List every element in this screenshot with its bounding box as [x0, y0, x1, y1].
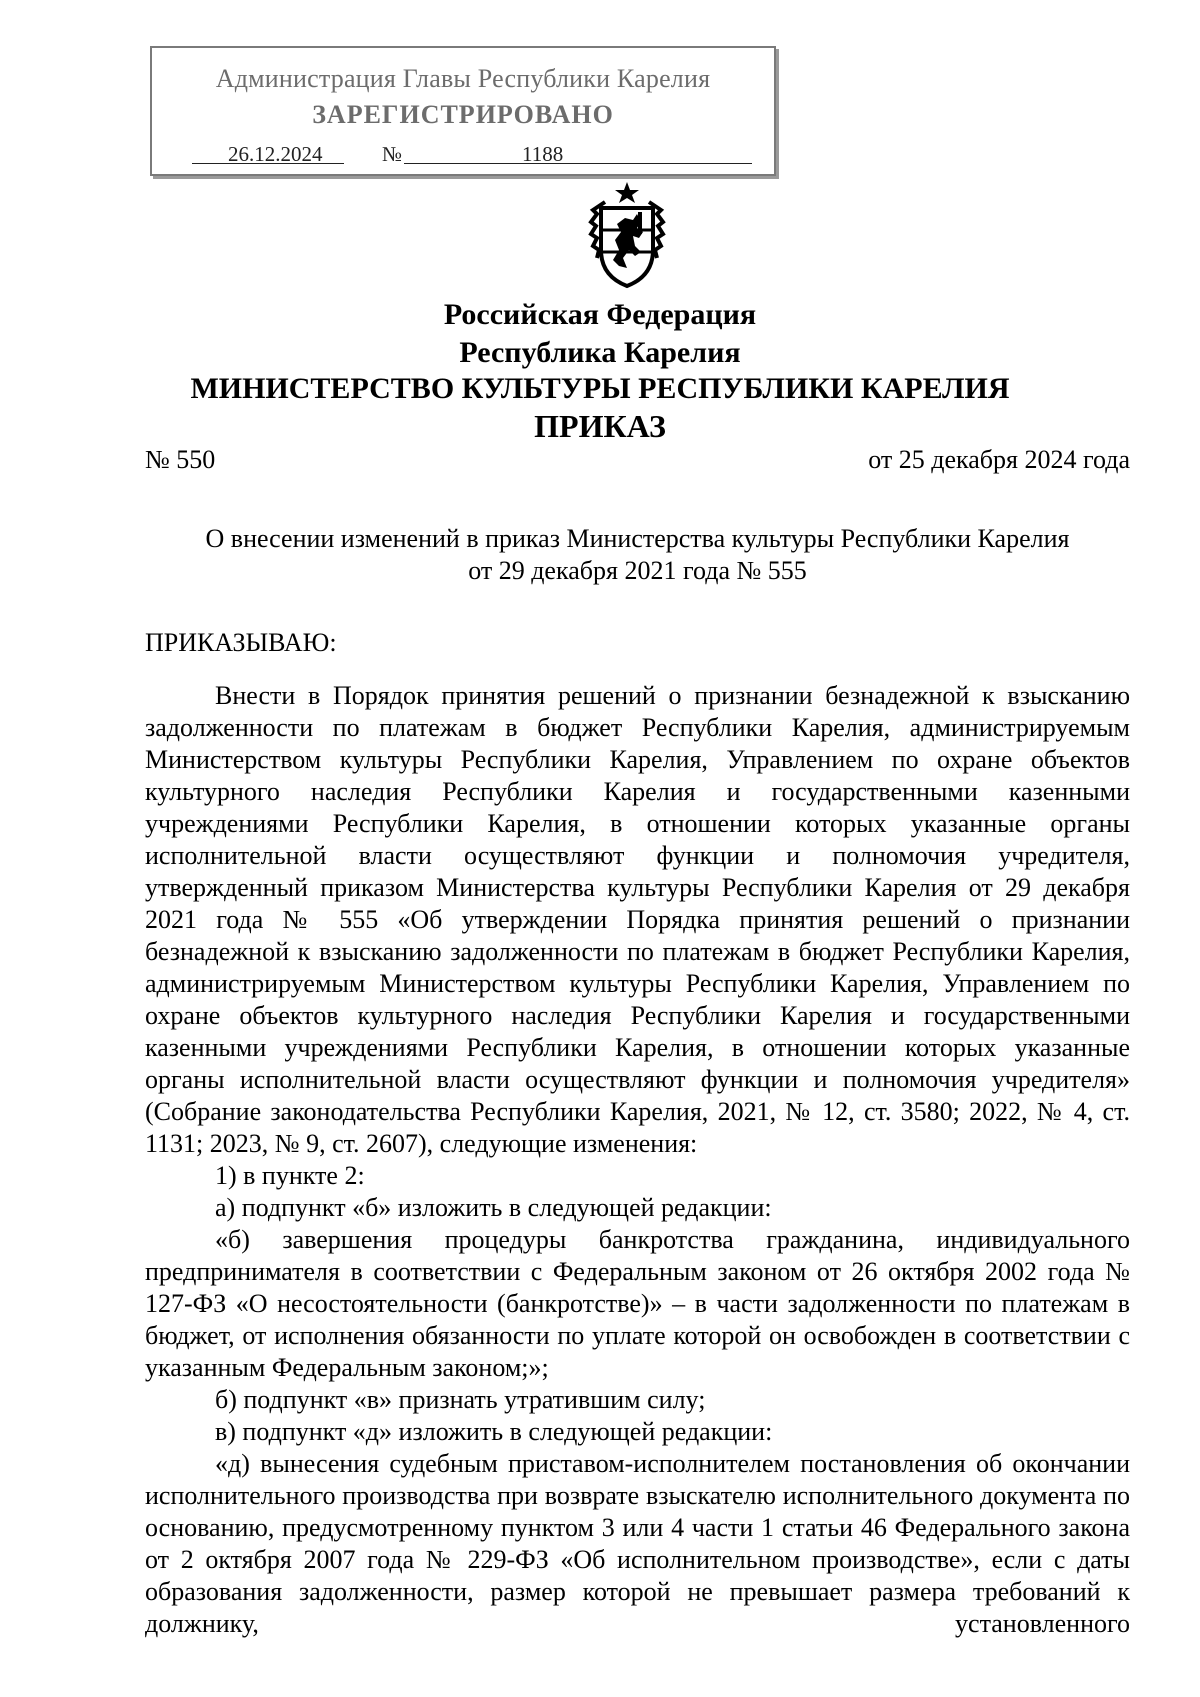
document-type: ПРИКАЗ [534, 408, 666, 444]
republic-title: Республика Карелия [459, 336, 741, 369]
order-date: от 25 декабря 2024 года [868, 445, 1130, 474]
stamp-date: 26.12.2024 [228, 142, 323, 166]
paragraph-item-1: 1) в пункте 2: [215, 1161, 365, 1190]
paragraph-sub-b: б) подпункт «в» признать утратившим силу; [215, 1385, 706, 1414]
subject-line-2: от 29 декабря 2021 года № 555 [468, 556, 807, 585]
subject-line-1: О внесении изменений в приказ Министерства культуры Республики Карелия [205, 524, 1070, 553]
paragraph-sub-a: а) подпункт «б» изложить в следующей редакции: [215, 1193, 772, 1222]
stamp-administration: Администрация Главы Республики Карелия [215, 64, 711, 93]
karelia-coat-of-arms-icon [583, 180, 671, 290]
paragraph-sub-b-text: «б) завершения процедуры банкротства гражданина, индивидуального предпринимателя в соответствии с Федеральным законом от 26 октября 2002 года № 127-ФЗ «О несостоятельности (банкротстве)» – в части задолженности по платежам в бюджет, от исполнения обязанности по уплате которой он освобожден в соответствии с указанным Федеральным законом;»; [145, 1225, 1130, 1382]
order-word: ПРИКАЗЫВАЮ: [145, 628, 337, 657]
stamp-number: 1188 [522, 142, 564, 166]
order-number: № 550 [145, 445, 216, 474]
registration-stamp [150, 46, 776, 176]
stamp-registered: ЗАРЕГИСТРИРОВАНО [312, 100, 614, 129]
stamp-number-sign: № [382, 142, 403, 166]
paragraph-sub-d-text: «д) вынесения судебным приставом-исполнителем постановления об окончании исполнительного производства при возврате взыскателю исполнительного документа по основанию, предусмотренному пунктом 3 или 4 части 1 статьи 46 Федерального закона от 2 октября 2007 года № 229-ФЗ «Об исполнительном производстве», если с даты образования задолженности, размер которой не превышает размера требований к должнику, установленного [145, 1449, 1130, 1638]
stamp-registration-line [192, 142, 752, 170]
paragraph-intro: Внести в Порядок принятия решений о признании безнадежной к взысканию задолженности по платежам в бюджет Республики Карелия, администрируемым Министерством культуры Республики Карелия, Управлением по охране объектов культурного наследия Республики Карелия и государственными казенными учреждениями Республики Карелия, в отношении которых указанные органы исполнительной власти осуществляют функции и полномочия учредителя, утвержденный приказом Министерства культуры Республики Карелия от 29 декабря 2021 года № 555 «Об утверждении Порядка принятия решений о признании безнадежной к взысканию задолженности по платежам в бюджет Республики Карелия, администрируемым Министерством культуры Республики Карелия, Управлением по охране объектов культурного наследия Республики Карелия и государственными казенными учреждениями Республики Карелия, в отношении которых указанные органы исполнительной власти осуществляют функции и полномочия учредителя» (Собрание законодательства Республики Карелия, 2021, № 12, ст. 3580; 2022, № 4, ст. 1131; 2023, № 9, ст. 2607), следующие изменения: [145, 681, 1130, 1158]
country-title: Российская Федерация [443, 298, 757, 331]
paragraph-sub-v: в) подпункт «д» изложить в следующей редакции: [215, 1417, 773, 1446]
ministry-title: МИНИСТЕРСТВО КУЛЬТУРЫ РЕСПУБЛИКИ КАРЕЛИЯ [190, 372, 1010, 405]
order-body [145, 680, 1130, 1640]
order-subject [145, 523, 1130, 587]
